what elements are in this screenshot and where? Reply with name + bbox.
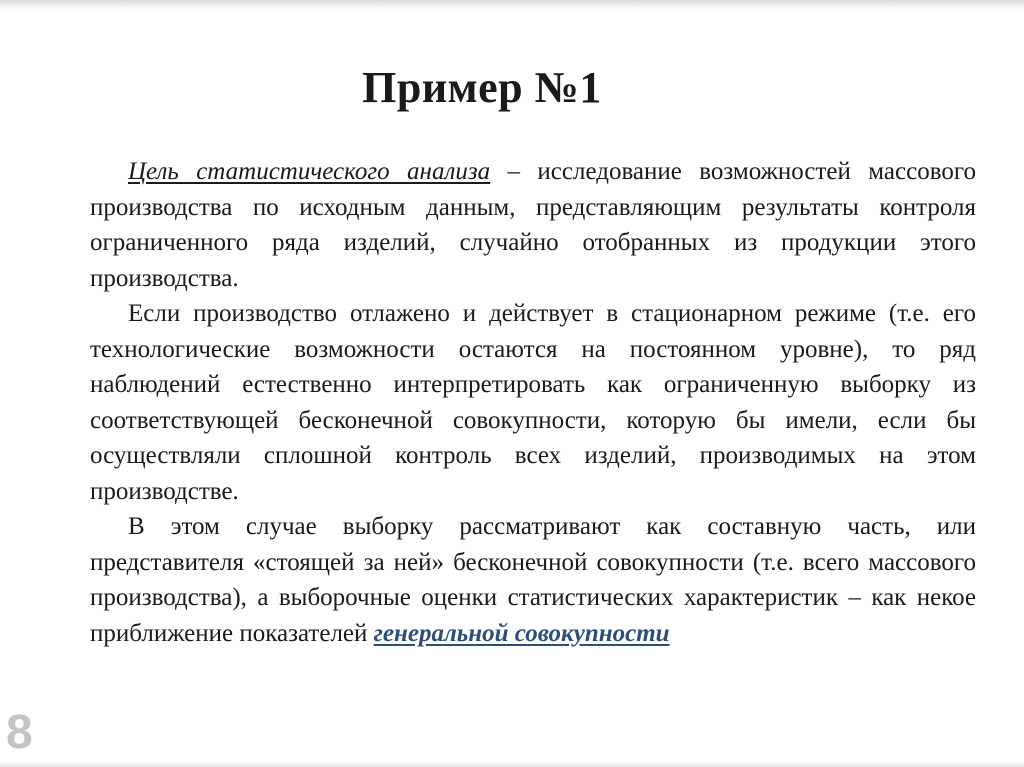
paragraph-goal: [90, 154, 976, 296]
bottom-band: [0, 761, 1024, 767]
paragraph-goal-text: – исследование возможностей массового производства по исходным данным, представляющим результаты контроля ограниченного ряда изделий, случайно отобранных из продукции этого производства.: [90, 158, 976, 292]
top-shadow: [0, 0, 1024, 10]
general-population-link[interactable]: генеральной совокупности: [373, 619, 670, 647]
paragraph-stationary-text: Если производство отлажено и действует в стационарном режиме (т.е. его технологические возможности остаются на постоянном уровне), то ряд наблюдений естественно интерпретировать как ограниченную выборку из соответствующей бесконечной совокупности, которую бы имели, если бы осуществляли сплошной контроль всех изделий, производимых на этом производстве.: [90, 300, 976, 505]
slide-title-text: Пример №1: [362, 63, 602, 112]
slide-title: [0, 58, 1024, 118]
paragraph-stationary: [90, 296, 976, 509]
term-goal-of-analysis: Цель статистического анализа: [128, 158, 491, 185]
paragraph-sample: [90, 509, 976, 651]
paragraph-sample-text: В этом случае выборку рассматривают как составную часть, или представителя «стоящей за ней» бесконечной совокупности (т.е. всего массового производства), а выборочные оценки статистических характеристик – как некое приближение показателей: [90, 513, 976, 647]
slide-body: [90, 154, 976, 651]
page-number: 8: [6, 706, 33, 759]
